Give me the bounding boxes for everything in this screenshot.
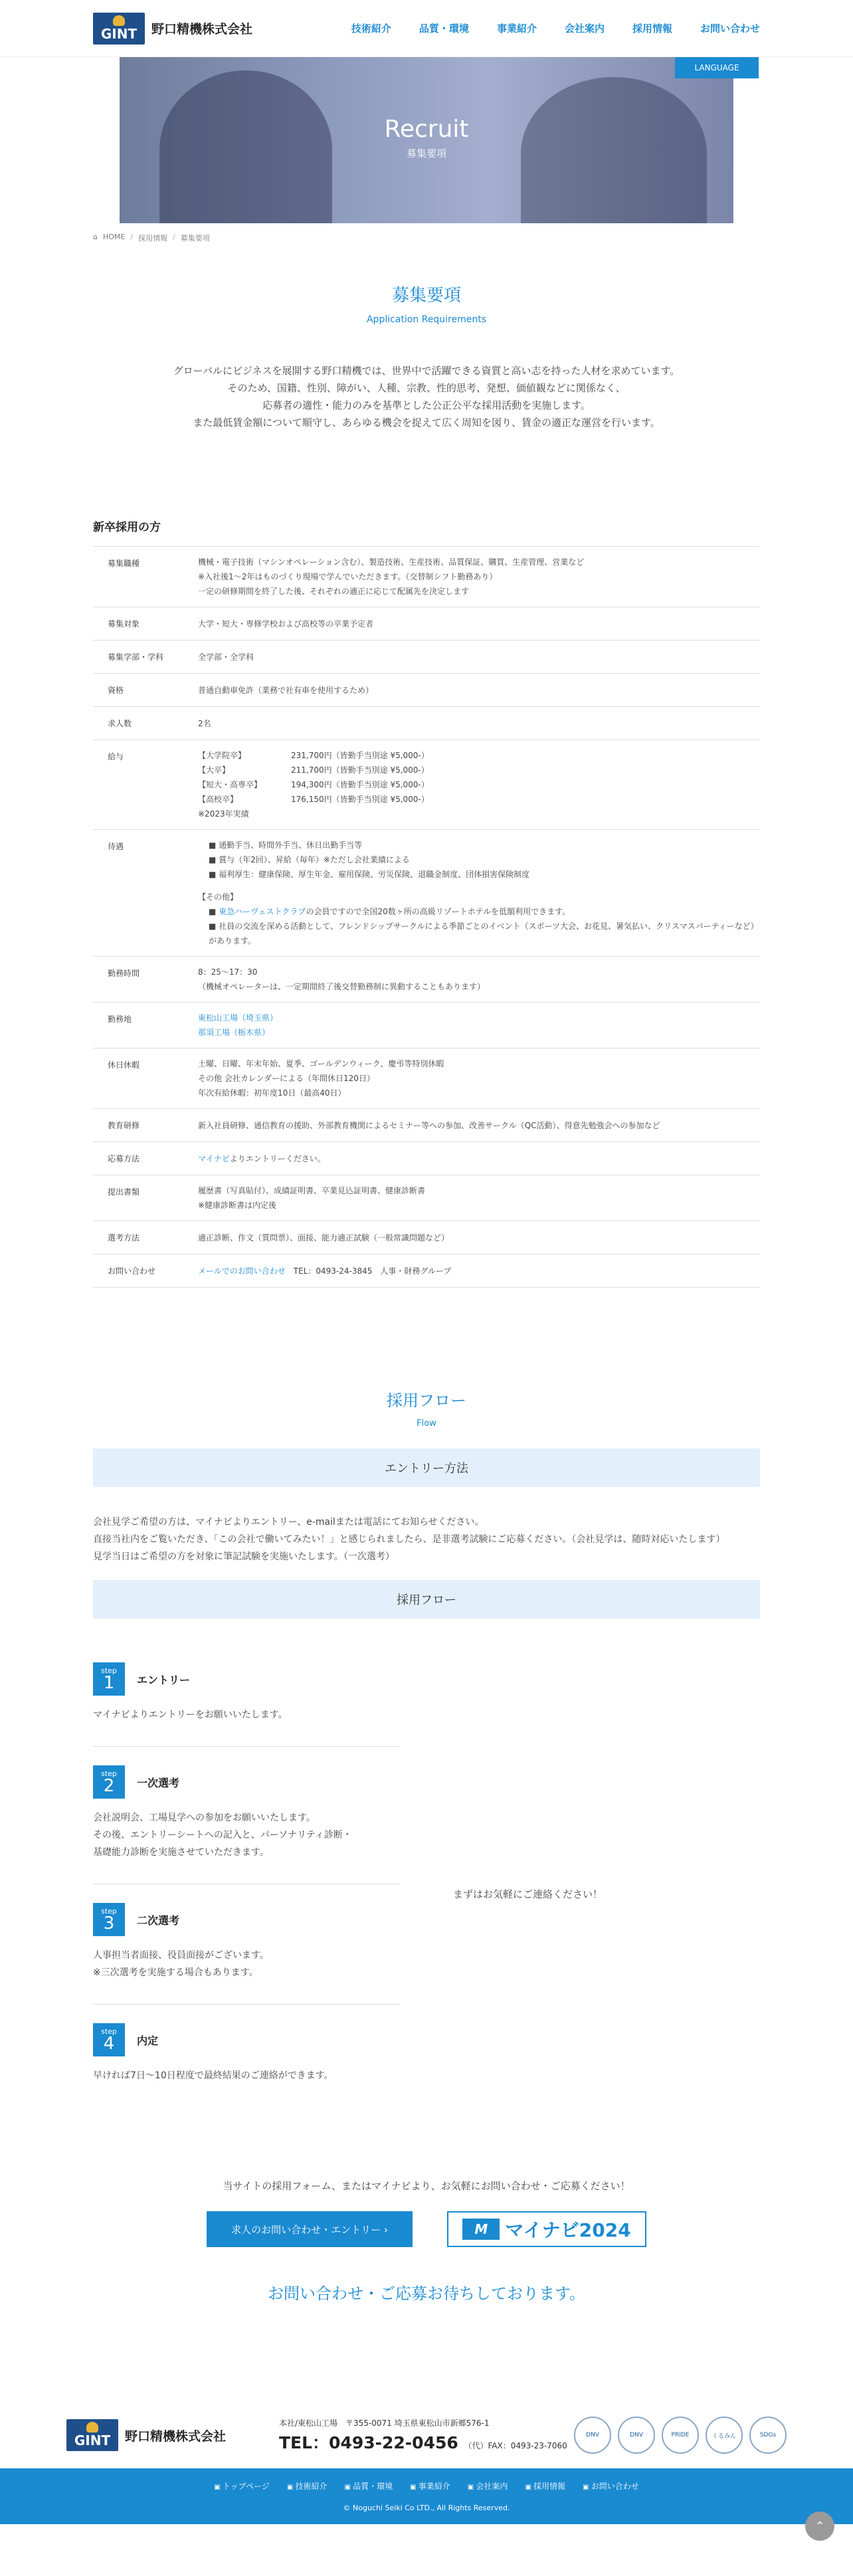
row-label: 募集対象 xyxy=(108,619,140,629)
nav-tech[interactable]: 技術紹介 xyxy=(351,23,391,35)
holiday-line: 土曜、日曜、年末年始、夏季、ゴールデンウィーク、慶弔等特別休暇 xyxy=(198,1059,444,1068)
table-row xyxy=(93,1142,760,1175)
entry-button[interactable]: 求人のお問い合わせ・エントリー › xyxy=(207,2211,413,2247)
job-line: ※入社後1～2年はものづくり現場で学んでいただきます。（交替制シフト勤務あり） xyxy=(198,572,498,581)
table-row xyxy=(93,674,760,707)
intro-line: そのため、国籍、性別、障がい、人種、宗教、性的思考、発想、価値観などに関係なく、 xyxy=(227,382,626,394)
language-button[interactable]: LANGUAGE xyxy=(675,57,759,78)
table-row xyxy=(93,1254,760,1288)
flow-note: まずはお気軽にご連絡ください！ xyxy=(453,1888,603,1900)
waiting-message: お問い合わせ・ご応募お待ちしております。 xyxy=(267,2284,586,2303)
docs-line: ※健康診断書は内定後 xyxy=(198,1201,277,1210)
step-word: step xyxy=(101,1906,117,1916)
other-heading: 【その他】 xyxy=(198,892,238,902)
step-desc xyxy=(93,2067,400,2084)
footer-nav-contact[interactable]: ▣ お問い合わせ xyxy=(583,2480,639,2492)
step-name: 内定 xyxy=(137,2034,159,2047)
entry-line: 見学当日はご希望の方を対象に筆記試験を実施いたします。（一次選考） xyxy=(93,1551,395,1562)
company-name: 野口精機株式会社 xyxy=(151,22,253,37)
intro-text xyxy=(0,362,853,431)
table-row xyxy=(93,641,760,674)
hours-line: 8：25〜17：30 xyxy=(198,967,258,977)
row-label: 待遇 xyxy=(108,842,124,851)
salary-value: 194,300円（皆勤手当別途 ¥5,000-） xyxy=(291,780,429,789)
footer-nav-quality[interactable]: ▣ 品質・環境 xyxy=(344,2480,393,2492)
row-label: 提出書類 xyxy=(108,1187,140,1197)
cta-text: 当サイトの採用フォーム、またはマイナビより、お気軽にお問い合わせ・ご応募ください！ xyxy=(223,2180,630,2192)
cert-dnv-icon: DNV xyxy=(574,2417,611,2454)
row-value xyxy=(198,957,760,1003)
step-badge xyxy=(93,2023,125,2056)
step-badge xyxy=(93,1903,125,1936)
row-value xyxy=(198,740,760,830)
table-row xyxy=(93,830,760,957)
intro-line: グローバルにビジネスを展開する野口精機では、世界中で活躍できる資質と高い志を持った人材を求めています。 xyxy=(173,365,680,377)
docs-line: 履歴書（写真貼付）、成績証明書、卒業見込証明書、健康診断書 xyxy=(198,1186,426,1195)
cert-dnv-icon: DNV xyxy=(618,2417,655,2454)
table-row xyxy=(93,1048,760,1109)
logo-mark: GINT xyxy=(93,13,145,45)
section-subtitle: Application Requirements xyxy=(366,314,486,325)
step-desc-line: 会社説明会、工場見学への参加をお願いいたします。 xyxy=(93,1813,316,1823)
other-line: ■ 社員の交流を深める活動として、フレンドシップサークルによる季節ごとのイベント（スポーツ大会、お花見、暑気払い、クリスマスパーティーなど）があります。 xyxy=(209,922,759,945)
site-header xyxy=(0,0,853,57)
row-value xyxy=(198,830,760,957)
breadcrumb-sep: / xyxy=(130,233,134,241)
row-label: 求人数 xyxy=(108,719,132,728)
step-head xyxy=(93,1765,400,1799)
nav-recruit[interactable]: 採用情報 xyxy=(632,23,672,35)
row-label: 募集学部・学科 xyxy=(108,652,164,662)
row-label: 資格 xyxy=(108,686,124,695)
tel-line xyxy=(279,2430,574,2454)
step-name: 二次選考 xyxy=(137,1914,180,1927)
bottom-spacer xyxy=(0,2524,853,2576)
mynavi-logo-icon: M xyxy=(462,2219,500,2240)
step-desc xyxy=(93,1947,400,1981)
row-label: 給与 xyxy=(108,752,124,761)
step-item xyxy=(93,2023,400,2107)
row-value xyxy=(198,1003,760,1048)
holiday-line: その他 会社カレンダーによる（年間休日120日） xyxy=(198,1074,375,1083)
breadcrumb-current: 募集要項 xyxy=(180,234,210,243)
footer-address xyxy=(279,2417,574,2454)
mynavi-label: マイナビ2024 xyxy=(505,2219,631,2241)
step-word: step xyxy=(101,1666,117,1675)
hero-subtitle: 募集要項 xyxy=(406,148,446,159)
requirements-table xyxy=(93,546,760,1288)
salary-key: 【大学院卒】 xyxy=(198,751,246,760)
step-item xyxy=(93,1903,400,2005)
row-value xyxy=(198,547,760,607)
steps-list xyxy=(93,1662,400,2126)
table-row xyxy=(93,1109,760,1142)
row-value xyxy=(198,1048,760,1109)
step-desc-line: その後、エントリーシートへの記入と、パーソナリティ診断・ xyxy=(93,1830,352,1840)
mynavi-link[interactable]: マイナビ xyxy=(198,1153,230,1163)
entry-line: 直接当社内をご覧いただき、「この会社で働いてみたい！」と感じられましたら、是非選考試験にご応募ください。（会社見学は、随時対応いたします） xyxy=(93,1534,725,1545)
row-value: 適正診断、作文（質問票）、面接、能力適正試験（一般常識問題など） xyxy=(198,1233,450,1242)
step-word: step xyxy=(101,1769,117,1778)
table-row xyxy=(93,607,760,641)
benefit-line: ■ 福利厚生：健康保険、厚生年金、雇用保険、労災保険、退職金制度、団体損害保険制度 xyxy=(209,870,530,879)
table-row xyxy=(93,957,760,1003)
flow-steps-area xyxy=(93,1662,760,2126)
footer-nav-tech[interactable]: ▣ 技術紹介 xyxy=(287,2480,328,2492)
footer-nav-company[interactable]: ▣ 会社案内 xyxy=(468,2480,508,2492)
salary-item xyxy=(198,763,760,777)
table-row xyxy=(93,1175,760,1221)
salary-key: 【高校卒】 xyxy=(198,795,238,804)
mynavi-banner[interactable] xyxy=(447,2211,646,2247)
cta-row xyxy=(0,2211,853,2247)
job-line: 機械・電子技術（マシンオペレーション含む）、製造技術、生産技術、品質保証、購買、生産管理、営業など xyxy=(198,557,585,567)
salary-item xyxy=(198,777,760,792)
nav-business[interactable]: 事業紹介 xyxy=(496,23,537,35)
step-desc-line: 基礎能力診断を実施させていただきます。 xyxy=(93,1847,269,1858)
salary-key: 【大卒】 xyxy=(198,765,231,775)
nav-quality[interactable]: 品質・環境 xyxy=(419,23,469,35)
hours-line: （機械オペレーターは、一定期間終了後交替勤務制に異動することもあります） xyxy=(198,982,486,991)
certifications xyxy=(574,2417,787,2454)
footer-logo[interactable] xyxy=(66,2419,279,2451)
footer-nav xyxy=(0,2468,853,2492)
footer-nav-top[interactable]: ▣ トップページ xyxy=(214,2480,270,2492)
table-row xyxy=(93,1221,760,1254)
salary-value: 176,150円（皆勤手当別途 ¥5,000-） xyxy=(291,795,429,804)
step-desc xyxy=(93,1809,400,1861)
holiday-line: 年次有給休暇：初年度10日（最高40日） xyxy=(198,1088,346,1098)
step-desc-line: ※三次選考を実施する場合もあります。 xyxy=(93,1967,258,1978)
apply-text: よりエントリーください。 xyxy=(229,1153,326,1163)
salary-value: 211,700円（皆勤手当別途 ¥5,000-） xyxy=(291,765,429,775)
place-link-nasu[interactable]: 那須工場（栃木県） xyxy=(198,1028,270,1037)
step-head xyxy=(93,2023,400,2056)
hero-banner xyxy=(120,57,733,223)
step-badge xyxy=(93,1765,125,1799)
contact-tel: TEL：0493-24-3845 人事・財務グループ xyxy=(293,1266,452,1276)
footer-company-name: 野口精機株式会社 xyxy=(125,2428,227,2444)
row-value: 全学部・全学科 xyxy=(198,652,254,662)
entry-text xyxy=(93,1514,760,1565)
step-desc-line: マイナビよりエントリーをお願いいたします。 xyxy=(93,1710,288,1720)
row-value xyxy=(198,1142,760,1175)
step-name: エントリー xyxy=(137,1673,191,1686)
entry-method-band: エントリー方法 xyxy=(93,1448,760,1487)
step-word: step xyxy=(101,2027,117,2036)
place-link-higashimatsuyama[interactable]: 東松山工場（埼玉県） xyxy=(198,1013,278,1023)
table-row xyxy=(93,547,760,607)
salary-value: 231,700円（皆勤手当別途 ¥5,000-） xyxy=(291,751,429,760)
flow-subtitle: Flow xyxy=(417,1419,436,1429)
fax-number: （代）FAX：0493-23-7060 xyxy=(464,2440,567,2450)
footer-nav-recruit[interactable]: ▣ 採用情報 xyxy=(525,2480,565,2492)
step-number: 4 xyxy=(103,2033,115,2054)
nav-company[interactable]: 会社案内 xyxy=(564,23,605,35)
newgrad-heading: 新卒採用の方 xyxy=(93,521,161,534)
footer-info xyxy=(66,2402,787,2468)
salary-item xyxy=(198,792,760,807)
table-row xyxy=(93,707,760,740)
back-to-top-icon[interactable]: ⌃ xyxy=(805,2512,834,2541)
footer-nav-business[interactable]: ▣ 事業紹介 xyxy=(410,2480,450,2492)
tel-number: TEL：0493-22-0456 xyxy=(279,2432,458,2452)
intro-line: 応募者の適性・能力のみを基準とした公正公平な採用活動を実施します。 xyxy=(262,399,591,411)
cert-kurumin-icon: くるみん xyxy=(706,2417,743,2454)
global-nav xyxy=(351,21,760,35)
other-text: の会員ですので全国20数ヶ所の高級リゾートホテルを低額利用できます。 xyxy=(306,907,571,916)
table-row xyxy=(93,740,760,830)
copyright: © Noguchi Seiki Co LTD., All Rights Reserved. xyxy=(343,2504,510,2512)
address-text: 本社/東松山工場 〒355-0071 埼玉県東松山市新郷576-1 xyxy=(279,2418,490,2428)
row-value xyxy=(198,1254,760,1288)
row-label: 勤務地 xyxy=(108,1015,132,1024)
section-title: 募集要項 xyxy=(391,286,461,306)
flow-band: 採用フロー xyxy=(93,1580,760,1619)
step-desc-line: 早ければ7日〜10日程度で最終結果のご連絡ができます。 xyxy=(93,2070,333,2081)
cert-pride-icon: PRIDE xyxy=(662,2417,699,2454)
row-value: 大学・短大・専修学校および高校等の卒業予定者 xyxy=(198,619,374,629)
breadcrumb-home[interactable]: HOME xyxy=(102,233,126,241)
nav-contact[interactable]: お問い合わせ xyxy=(700,23,760,35)
table-row xyxy=(93,1003,760,1048)
step-head xyxy=(93,1903,400,1936)
row-label: 休日休暇 xyxy=(108,1060,140,1070)
row-value: 普通自動車免許（業務で社有車を使用するため） xyxy=(198,685,374,695)
step-desc-line: 人事担当者面接、役員面接がございます。 xyxy=(93,1950,269,1961)
entry-line: 会社見学ご希望の方は、マイナビよりエントリー、e-mailまたは電話にてお知らせください。 xyxy=(93,1517,484,1528)
job-line: 一定の研修期間を終了した後、それぞれの適正に応じて配属先を決定します xyxy=(198,587,470,596)
row-label: 勤務時間 xyxy=(108,969,140,978)
benefit-line: ■ 賞与（年2回）、昇給（毎年）※ただし会社業績による xyxy=(209,855,410,864)
benefit-line: ■ 通勤手当、時間外手当、休日出勤手当等 xyxy=(209,841,363,850)
row-value: 新入社員研修、通信教育の援助、外部教育機関によるセミナー等への参加、改善サークル（QC活動）、得意先勉強会への参加など xyxy=(198,1120,660,1130)
logo-mark: GINT xyxy=(66,2419,118,2451)
flow-title: 採用フロー xyxy=(387,1391,466,1410)
cert-sdgs-icon: SDGs xyxy=(749,2417,787,2454)
other-line xyxy=(198,904,760,919)
row-label: 教育研修 xyxy=(108,1121,140,1130)
row-value: 2名 xyxy=(198,718,211,728)
intro-line: また最低賃金額について順守し、あらゆる機会を捉えて広く周知を図り、賃金の適正な運営を行います。 xyxy=(193,417,660,429)
step-number: 3 xyxy=(103,1913,115,1933)
row-label: 応募方法 xyxy=(108,1154,140,1163)
salary-key: 【短大・高専卒】 xyxy=(198,780,262,789)
step-item xyxy=(93,1662,400,1747)
row-value xyxy=(198,1175,760,1221)
step-name: 一次選考 xyxy=(137,1776,180,1789)
home-icon: ⌂ xyxy=(93,233,98,241)
breadcrumb-recruit[interactable]: 採用情報 xyxy=(138,234,168,243)
salary-item xyxy=(198,748,760,763)
other-bullet: ■ xyxy=(209,907,219,916)
hero-title: Recruit xyxy=(384,116,469,143)
row-label: 選考方法 xyxy=(108,1233,140,1242)
email-contact-link[interactable]: メールでのお問い合わせ xyxy=(198,1266,286,1276)
salary-note: ※2023年実績 xyxy=(198,809,249,819)
company-logo[interactable] xyxy=(93,13,252,45)
row-label: 募集職種 xyxy=(108,559,140,568)
step-desc xyxy=(93,1706,400,1724)
tokyu-harvest-link[interactable]: 東急ハーヴェストクラブ xyxy=(219,907,306,916)
step-item xyxy=(93,1765,400,1884)
site-footer xyxy=(0,2468,853,2524)
step-head xyxy=(93,1662,400,1696)
row-label: お問い合わせ xyxy=(108,1266,156,1276)
step-badge xyxy=(93,1662,125,1696)
step-number: 2 xyxy=(103,1775,115,1796)
step-number: 1 xyxy=(103,1672,115,1693)
breadcrumb-sep: / xyxy=(173,233,175,241)
breadcrumb xyxy=(93,233,760,243)
